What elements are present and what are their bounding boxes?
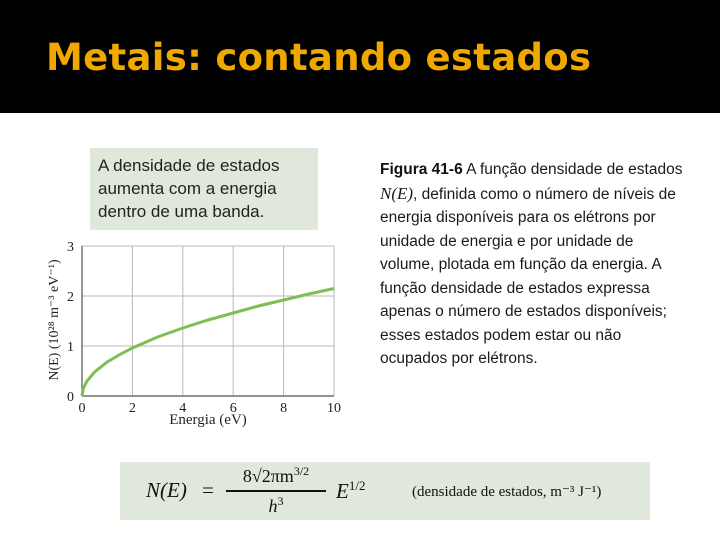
figure-caption xyxy=(380,158,690,371)
formula-equals: = xyxy=(202,478,214,502)
caption-symbol: N(E) xyxy=(380,183,414,203)
y-tick-label: 1 xyxy=(67,340,74,355)
formula-box xyxy=(120,462,650,520)
caption-text-end: , definida como o número de níveis de energia disponíveis para os elétrons por unidade de energia e por unidade de volume, plotada em função da energia. A função densidade de estados expressa apenas o número de estados disponíveis; esses estados podem estar ou não ocupados por elétrons. xyxy=(380,185,676,367)
formula-rhs: $E^{1/2}$ xyxy=(336,478,366,503)
formula-numerator: $8√2\pi m^{3/2}$ xyxy=(242,464,310,486)
figure-label: Figura 41-6 xyxy=(380,161,463,178)
y-tick-label: 2 xyxy=(67,290,74,305)
formula-note: (densidade de estados, m⁻³ J⁻¹) xyxy=(412,484,602,500)
x-tick-label: 4 xyxy=(179,401,187,416)
slide-title: Metais: contando estados xyxy=(46,36,592,79)
formula-lhs: N(E) xyxy=(146,478,187,502)
title-bar xyxy=(0,0,720,113)
x-tick-label: 8 xyxy=(280,401,288,416)
y-tick-label: 0 xyxy=(67,390,74,405)
callout-text: A densidade de estados aumenta com a energia dentro de uma banda. xyxy=(98,156,280,221)
y-axis-label: N(E) (10²⁸ m⁻³ eV⁻¹) xyxy=(47,259,62,381)
y-tick-labels xyxy=(67,240,74,405)
x-axis-label: Energia (eV) xyxy=(169,412,247,428)
density-of-states-chart xyxy=(40,230,350,430)
callout-box xyxy=(90,148,318,230)
fraction-bar xyxy=(226,490,326,492)
formula-fraction xyxy=(224,464,328,520)
x-tick-label: 6 xyxy=(229,401,237,416)
y-tick-label: 3 xyxy=(67,240,74,255)
formula-denominator: $h^3$ xyxy=(268,494,284,516)
caption-text-start: A função densidade de estados xyxy=(466,161,683,178)
x-tick-label: 2 xyxy=(128,401,136,416)
x-tick-label: 0 xyxy=(78,401,86,416)
x-tick-label: 10 xyxy=(327,401,341,416)
